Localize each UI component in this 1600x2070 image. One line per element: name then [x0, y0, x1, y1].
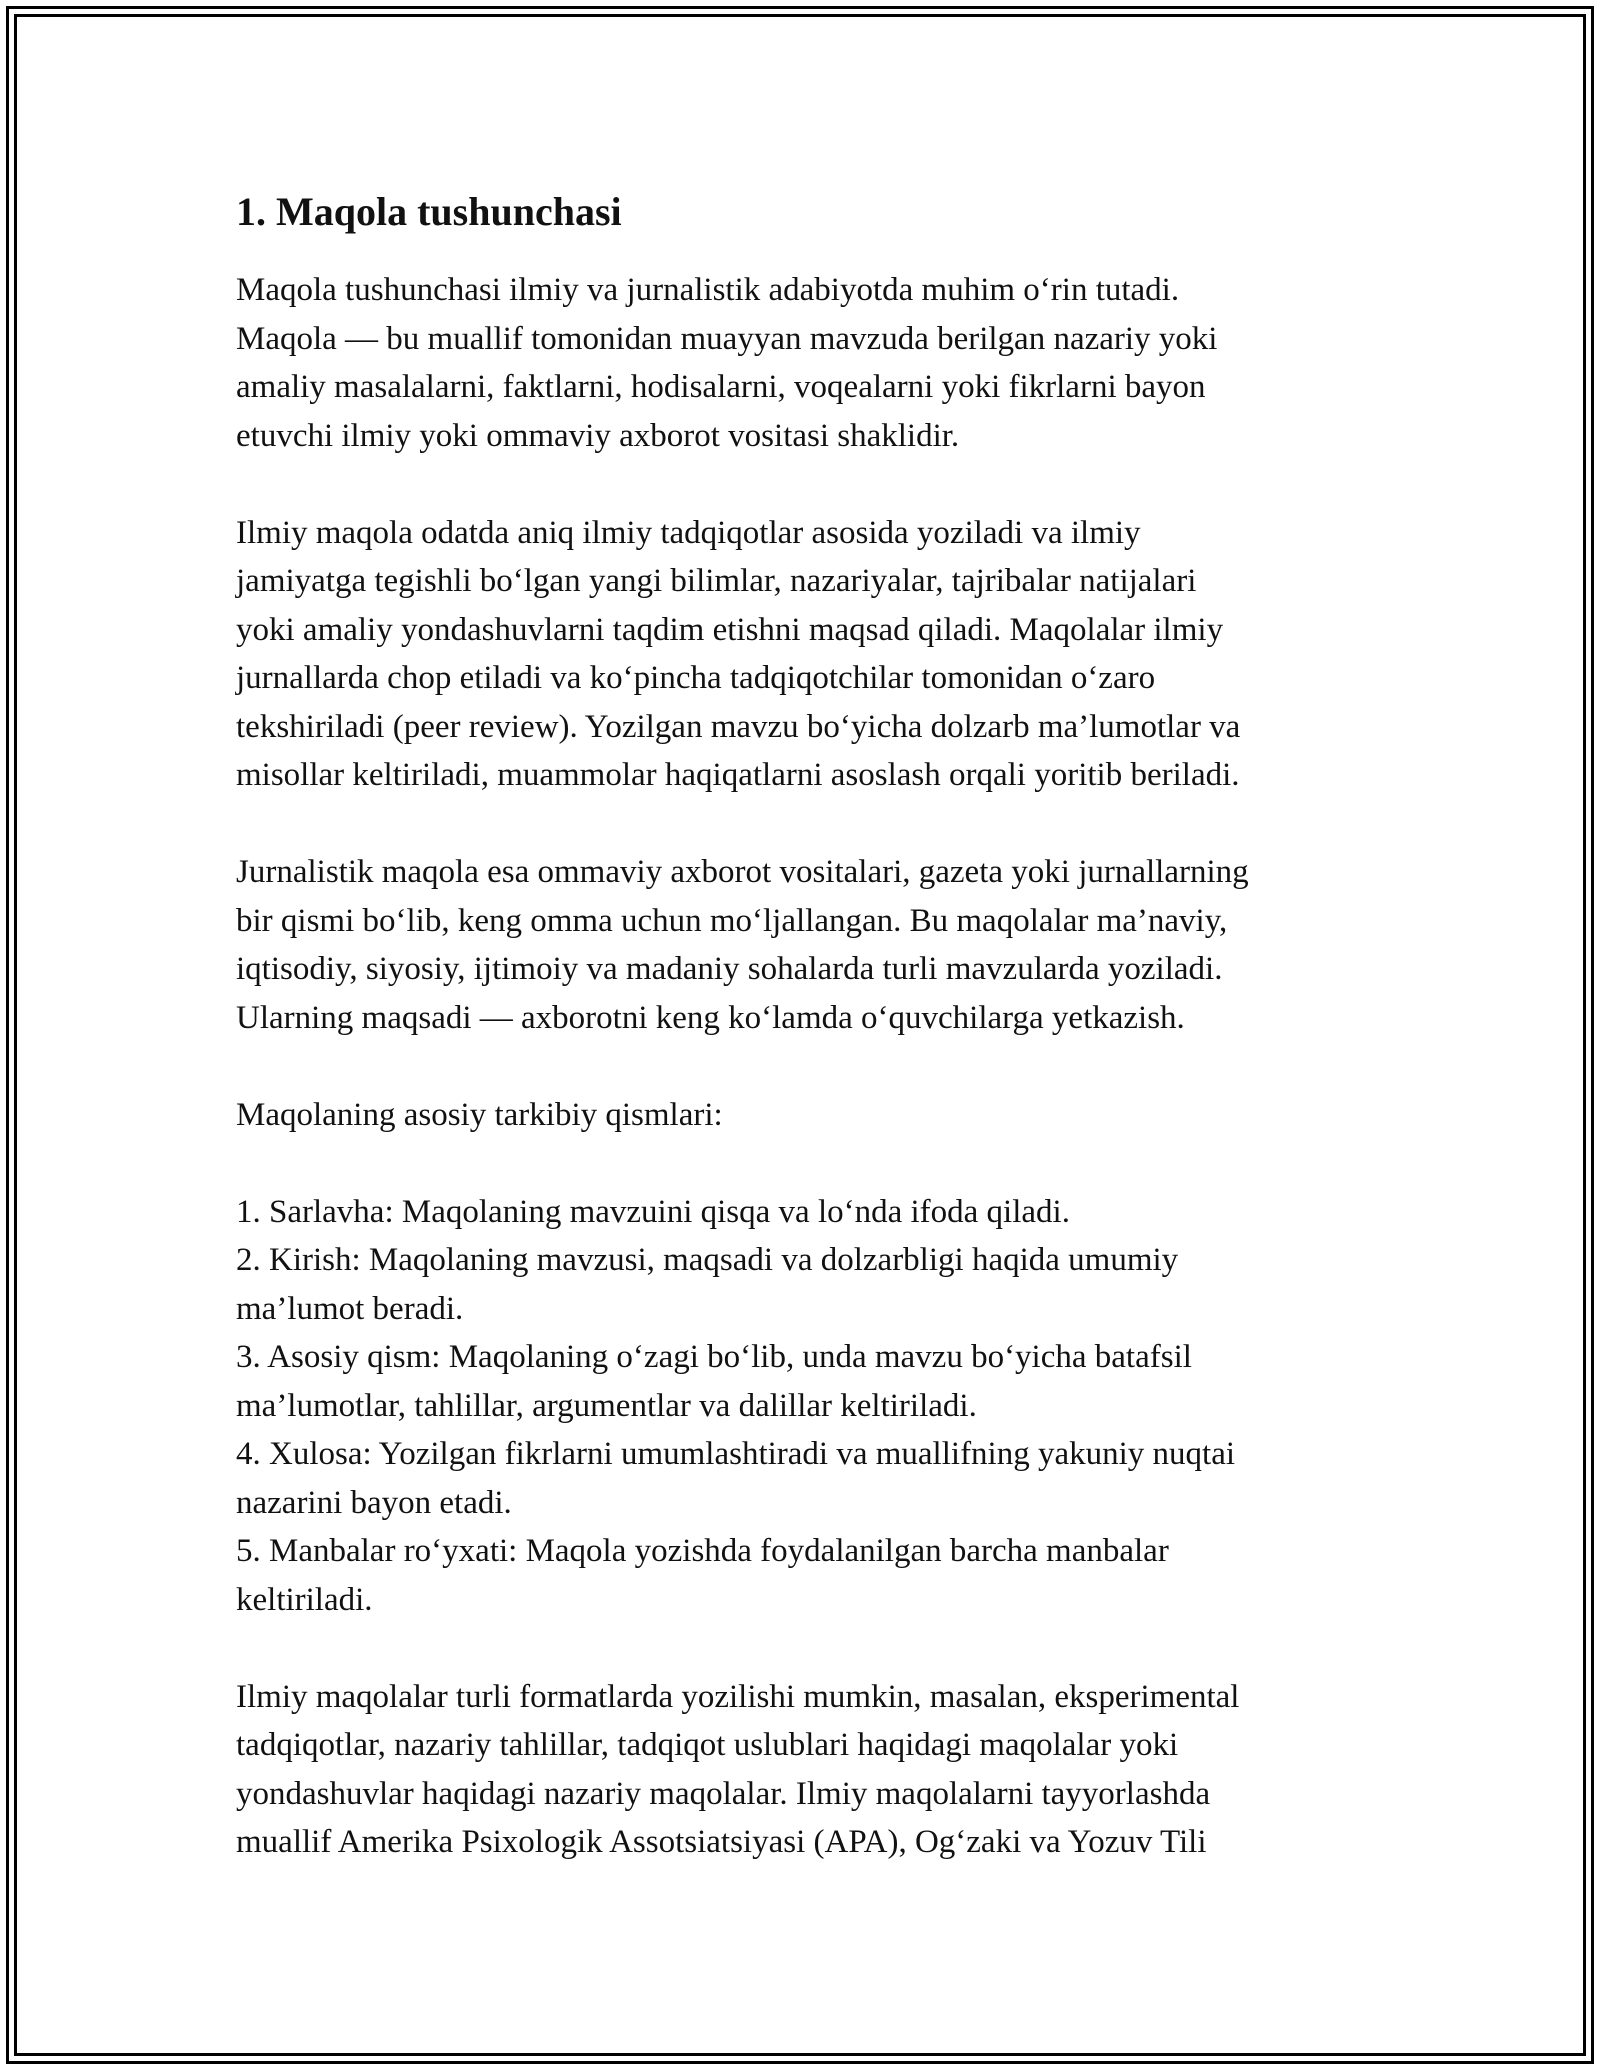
text-line: Maqola tushunchasi ilmiy va jurnalistik adabiyotda muhim o‘rin tutadi. — [236, 272, 1180, 308]
text-line: Maqolaning asosiy tarkibiy qismlari: — [236, 1096, 723, 1133]
structure-list — [236, 1188, 1386, 1625]
text-line: Ilmiy maqola odatda aniq ilmiy tadqiqotlar asosida yoziladi va ilmiy — [236, 514, 1141, 551]
text-line: tekshiriladi (peer review). Yozilgan mavzu bo‘yicha dolzarb ma’lumotlar va — [236, 708, 1241, 745]
paragraph-journalistic-article — [236, 848, 1386, 1042]
paragraph-spacer — [236, 1139, 1386, 1188]
text-line: Maqola — bu muallif tomonidan muayyan mavzuda berilgan nazariy yoki — [236, 320, 1218, 357]
paragraph-spacer — [236, 800, 1386, 849]
text-line: misollar keltiriladi, muammolar haqiqatlarni asoslash orqali yoritib beriladi. — [236, 757, 1240, 793]
text-line: bir qismi bo‘lib, keng omma uchun mo‘ljallangan. Bu maqolalar ma’naviy, — [236, 902, 1228, 939]
list-item-line: ma’lumot beradi. — [236, 1290, 464, 1327]
text-line: tadqiqotlar, nazariy tahlillar, tadqiqot uslublari haqidagi maqolalar yoki — [236, 1727, 1179, 1763]
text-line: Ularning maqsadi — axborotni keng ko‘lamda o‘quvchilarga yetkazish. — [236, 999, 1185, 1036]
paragraph-definition — [236, 266, 1386, 460]
paragraph-spacer — [236, 1624, 1386, 1673]
list-item-line: ma’lumotlar, tahlillar, argumentlar va dalillar keltiriladi. — [236, 1387, 977, 1424]
text-line: yoki amaliy yondashuvlarni taqdim etishni maqsad qiladi. Maqolalar ilmiy — [236, 611, 1224, 648]
list-item-line: nazarini bayon etadi. — [236, 1484, 512, 1521]
list-item-line: 5. Manbalar ro‘yxati: Maqola yozishda foydalanilgan barcha manbalar — [236, 1533, 1169, 1569]
paragraph-structure-intro — [236, 1091, 1386, 1140]
list-item-line: keltiriladi. — [236, 1581, 373, 1618]
list-item-line: 1. Sarlavha: Maqolaning mavzuini qisqa va lo‘nda ifoda qiladi. — [236, 1193, 1070, 1230]
paragraph-formats — [236, 1673, 1386, 1867]
section-heading: 1. Maqola tushunchasi — [236, 189, 622, 234]
paragraph-scientific-article — [236, 509, 1386, 800]
list-item-line: 4. Xulosa: Yozilgan fikrlarni umumlashtiradi va muallifning yakuniy nuqtai — [236, 1436, 1236, 1472]
text-line: etuvchi ilmiy yoki ommaviy axborot vositasi shaklidir. — [236, 417, 960, 454]
text-line: yondashuvlar haqidagi nazariy maqolalar. Ilmiy maqolalarni tayyorlashda — [236, 1775, 1211, 1812]
text-line: muallif Amerika Psixologik Assotsiatsiyasi (APA), Og‘zaki va Yozuv Tili — [236, 1824, 1207, 1860]
text-line: iqtisodiy, siyosiy, ijtimoiy va madaniy sohalarda turli mavzularda yoziladi. — [236, 951, 1223, 987]
list-item-line: 3. Asosiy qism: Maqolaning o‘zagi bo‘lib, unda mavzu bo‘yicha batafsil — [236, 1339, 1192, 1375]
paragraph-spacer — [236, 460, 1386, 509]
text-line: amaliy masalalarni, faktlarni, hodisalarni, voqealarni yoki fikrlarni bayon — [236, 369, 1206, 405]
text-line: Ilmiy maqolalar turli formatlarda yozilishi mumkin, masalan, eksperimental — [236, 1678, 1240, 1715]
text-line: jamiyatga tegishli bo‘lgan yangi bilimlar, nazariyalar, tajribalar natijalari — [236, 563, 1197, 599]
document-body — [236, 186, 1386, 1867]
list-item-line: 2. Kirish: Maqolaning mavzusi, maqsadi va dolzarbligi haqida umumiy — [236, 1242, 1179, 1278]
paragraph-spacer — [236, 1042, 1386, 1091]
text-line: Jurnalistik maqola esa ommaviy axborot vositalari, gazeta yoki jurnallarning — [236, 854, 1249, 890]
text-line: jurnallarda chop etiladi va ko‘pincha tadqiqotchilar tomonidan o‘zaro — [236, 660, 1156, 696]
